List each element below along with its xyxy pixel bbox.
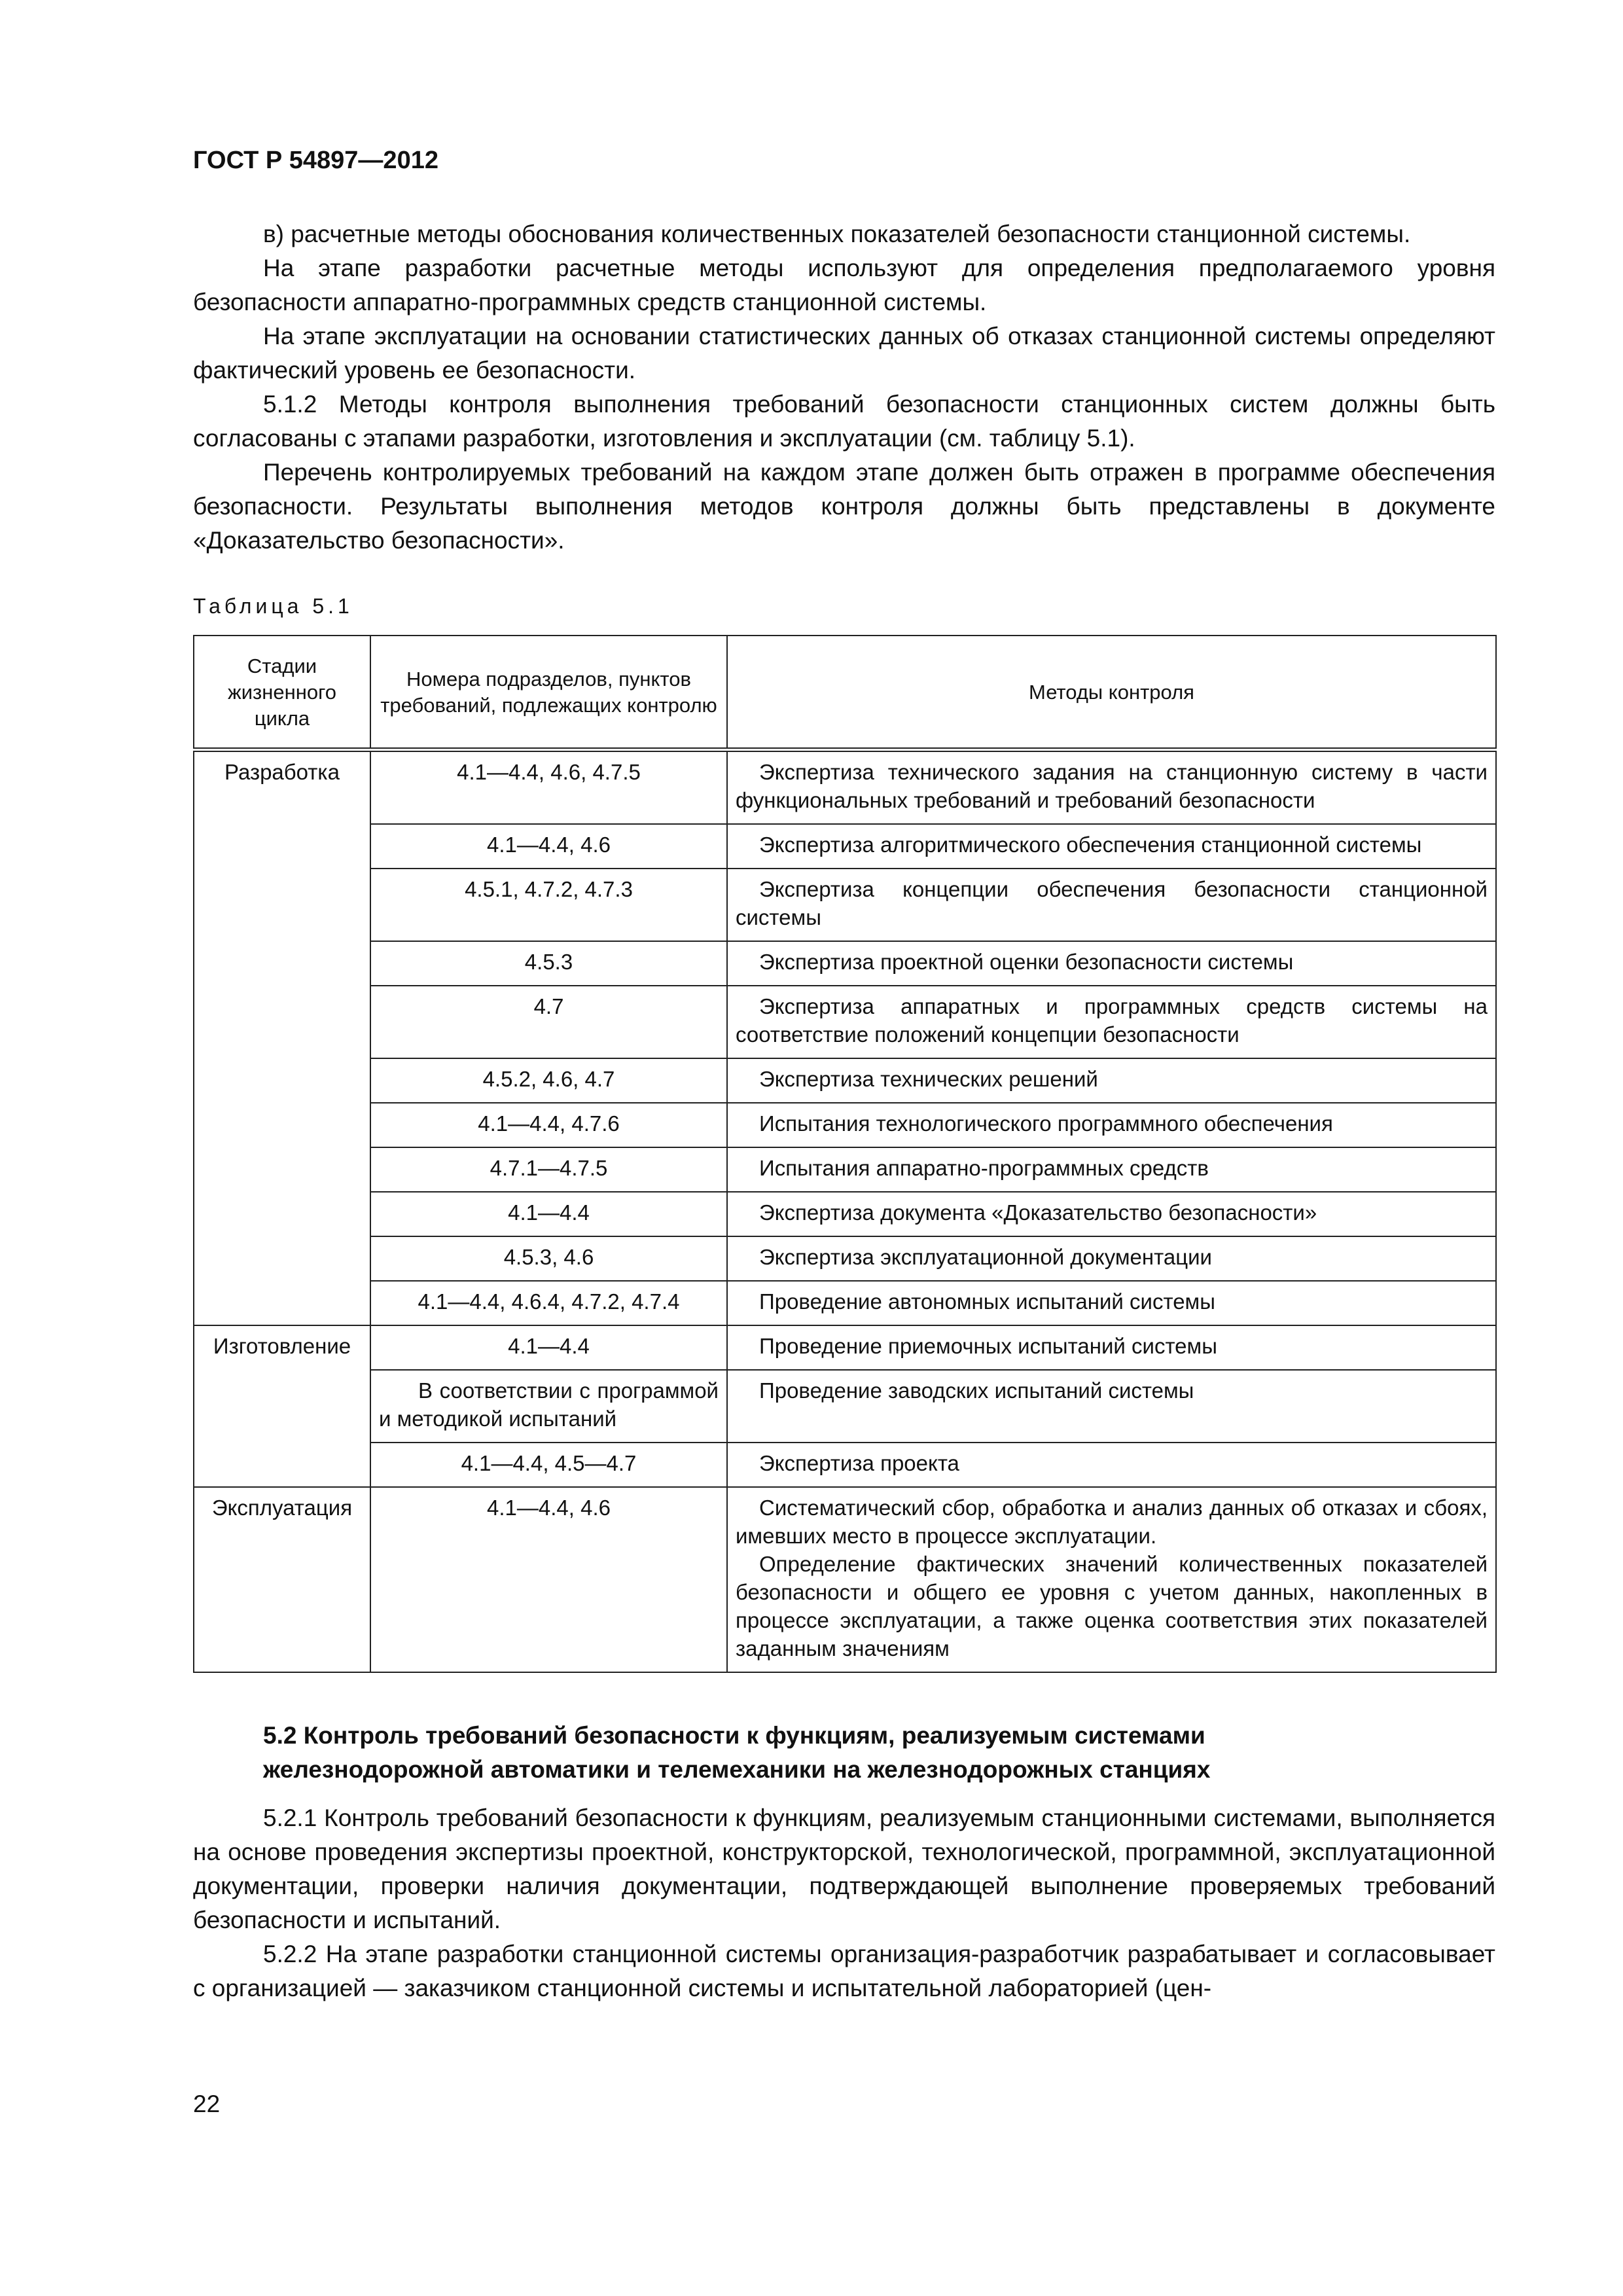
table-row xyxy=(194,941,1496,986)
numbers-cell: 4.7 xyxy=(370,986,727,1058)
control-methods-table xyxy=(193,635,1497,1673)
table-row xyxy=(194,1487,1496,1672)
numbers-cell: 4.5.3 xyxy=(370,941,727,986)
header-stage: Стадии жизненного цикла xyxy=(194,636,370,750)
stage-cell xyxy=(194,1058,370,1103)
method-cell: Испытания технологического программного обеспечения xyxy=(727,1103,1496,1147)
stage-cell xyxy=(194,1236,370,1281)
paragraph: На этапе эксплуатации на основании статистических данных об отказах станционной системы определяют фактический уровень ее безопасности. xyxy=(193,323,1495,384)
method-cell: Экспертиза технических решений xyxy=(727,1058,1496,1103)
method-cell: Экспертиза концепции обеспечения безопасности станционной системы xyxy=(727,869,1496,941)
method-cell: Экспертиза проектной оценки безопасности системы xyxy=(727,941,1496,986)
section-title-line: 5.2 Контроль требований безопасности к функциям, реализуемым системами xyxy=(263,1722,1205,1749)
section-title-line: железнодорожной автоматики и телемеханики на железнодорожных станциях xyxy=(263,1756,1211,1783)
table-row xyxy=(194,1443,1496,1487)
paragraph: 5.2.1 Контроль требований безопасности к функциям, реализуемым станционными системами, выполняется на основе проведения экспертизы проектной, конструкторской, технологической, программной, эксплуатационной документации, проверки наличия документации, подтверждающей выполнение проверяемых требований безопасности и испытаний. xyxy=(193,1804,1495,1933)
numbers-cell: 4.1—4.4, 4.6.4, 4.7.2, 4.7.4 xyxy=(370,1281,727,1325)
table-row xyxy=(194,1147,1496,1192)
paragraph: На этапе разработки расчетные методы используют для определения предполагаемого уровня безопасности аппаратно-программных средств станционной системы. xyxy=(193,255,1495,315)
numbers-cell: 4.1—4.4 xyxy=(370,1192,727,1236)
method-cell: Экспертиза эксплуатационной документации xyxy=(727,1236,1496,1281)
method-cell: Экспертиза аппаратных и программных средств системы на соответствие положений концепции безопасности xyxy=(727,986,1496,1058)
stage-cell xyxy=(194,941,370,986)
stage-cell: Разработка xyxy=(194,750,370,825)
stage-cell xyxy=(194,869,370,941)
table-row xyxy=(194,1370,1496,1443)
method-cell: Экспертиза алгоритмического обеспечения станционной системы xyxy=(727,824,1496,869)
method-text: Определение фактических значений количественных показателей безопасности и общего ее уровня с учетом данных, накопленных в процессе эксплуатации, а также оценка соответствия этих показателей заданным значениям xyxy=(736,1552,1488,1660)
section-title xyxy=(263,1719,1495,1787)
stage-cell: Изготовление xyxy=(194,1325,370,1370)
stage-cell xyxy=(194,1103,370,1147)
stage-cell xyxy=(194,986,370,1058)
page-number: 22 xyxy=(193,2090,221,2117)
stage-cell: Эксплуатация xyxy=(194,1487,370,1672)
paragraph: 5.2.2 На этапе разработки станционной системы организация-разработчик разрабатывает и согласовывает с организацией — заказчиком станционной системы и испытательной лабораторией (цен- xyxy=(193,1941,1495,2001)
document-id-header: ГОСТ Р 54897—2012 xyxy=(193,147,438,174)
document-page xyxy=(193,144,1495,2005)
numbers-cell: 4.1—4.4, 4.6 xyxy=(370,824,727,869)
paragraph: 5.1.2 Методы контроля выполнения требований безопасности станционных систем должны быть согласованы с этапами разработки, изготовления и эксплуатации (см. таблицу 5.1). xyxy=(193,391,1495,452)
stage-cell xyxy=(194,824,370,869)
table-row xyxy=(194,869,1496,941)
numbers-cell: 4.1—4.4 xyxy=(370,1325,727,1370)
table-row xyxy=(194,1281,1496,1325)
method-cell: Экспертиза проекта xyxy=(727,1443,1496,1487)
table-row xyxy=(194,1192,1496,1236)
header-methods: Методы контроля xyxy=(727,636,1496,750)
method-cell: Проведение приемочных испытаний системы xyxy=(727,1325,1496,1370)
numbers-cell: 4.5.1, 4.7.2, 4.7.3 xyxy=(370,869,727,941)
method-text: Систематический сбор, обработка и анализ данных об отказах и сбоях, имевших место в процессе эксплуатации. xyxy=(736,1496,1488,1548)
stage-cell xyxy=(194,1281,370,1325)
table-row xyxy=(194,1325,1496,1370)
numbers-cell: 4.5.3, 4.6 xyxy=(370,1236,727,1281)
numbers-cell: 4.1—4.4, 4.7.6 xyxy=(370,1103,727,1147)
table-row xyxy=(194,824,1496,869)
paragraph: в) расчетные методы обоснования количественных показателей безопасности станционной системы. xyxy=(263,221,1411,247)
method-cell: Экспертиза документа «Доказательство безопасности» xyxy=(727,1192,1496,1236)
table-row xyxy=(194,986,1496,1058)
table-row xyxy=(194,1236,1496,1281)
stage-cell xyxy=(194,1192,370,1236)
stage-cell xyxy=(194,1443,370,1487)
stage-cell xyxy=(194,1370,370,1443)
method-cell: Проведение автономных испытаний системы xyxy=(727,1281,1496,1325)
numbers-cell: 4.1—4.4, 4.6 xyxy=(370,1487,727,1672)
method-cell: Экспертиза технического задания на станционную систему в части функциональных требований и требований безопасности xyxy=(727,750,1496,825)
method-cell xyxy=(727,1487,1496,1672)
method-cell: Испытания аппаратно-программных средств xyxy=(727,1147,1496,1192)
table-row xyxy=(194,1103,1496,1147)
paragraph: Перечень контролируемых требований на каждом этапе должен быть отражен в программе обеспечения безопасности. Результаты выполнения методов контроля должны быть представлены в документе «Доказательство безопасности». xyxy=(193,459,1495,554)
table-caption: Таблица 5.1 xyxy=(193,594,353,618)
numbers-cell: В соответствии с программой и методикой испытаний xyxy=(370,1370,727,1443)
method-cell: Проведение заводских испытаний системы xyxy=(727,1370,1496,1443)
numbers-cell: 4.1—4.4, 4.6, 4.7.5 xyxy=(370,750,727,825)
table-row xyxy=(194,1058,1496,1103)
stage-cell xyxy=(194,1147,370,1192)
numbers-cell: 4.5.2, 4.6, 4.7 xyxy=(370,1058,727,1103)
numbers-cell: 4.7.1—4.7.5 xyxy=(370,1147,727,1192)
numbers-cell: 4.1—4.4, 4.5—4.7 xyxy=(370,1443,727,1487)
header-numbers: Номера подразделов, пунктов требований, подлежащих контролю xyxy=(370,636,727,750)
table-header-row xyxy=(194,636,1496,750)
table-row xyxy=(194,750,1496,825)
